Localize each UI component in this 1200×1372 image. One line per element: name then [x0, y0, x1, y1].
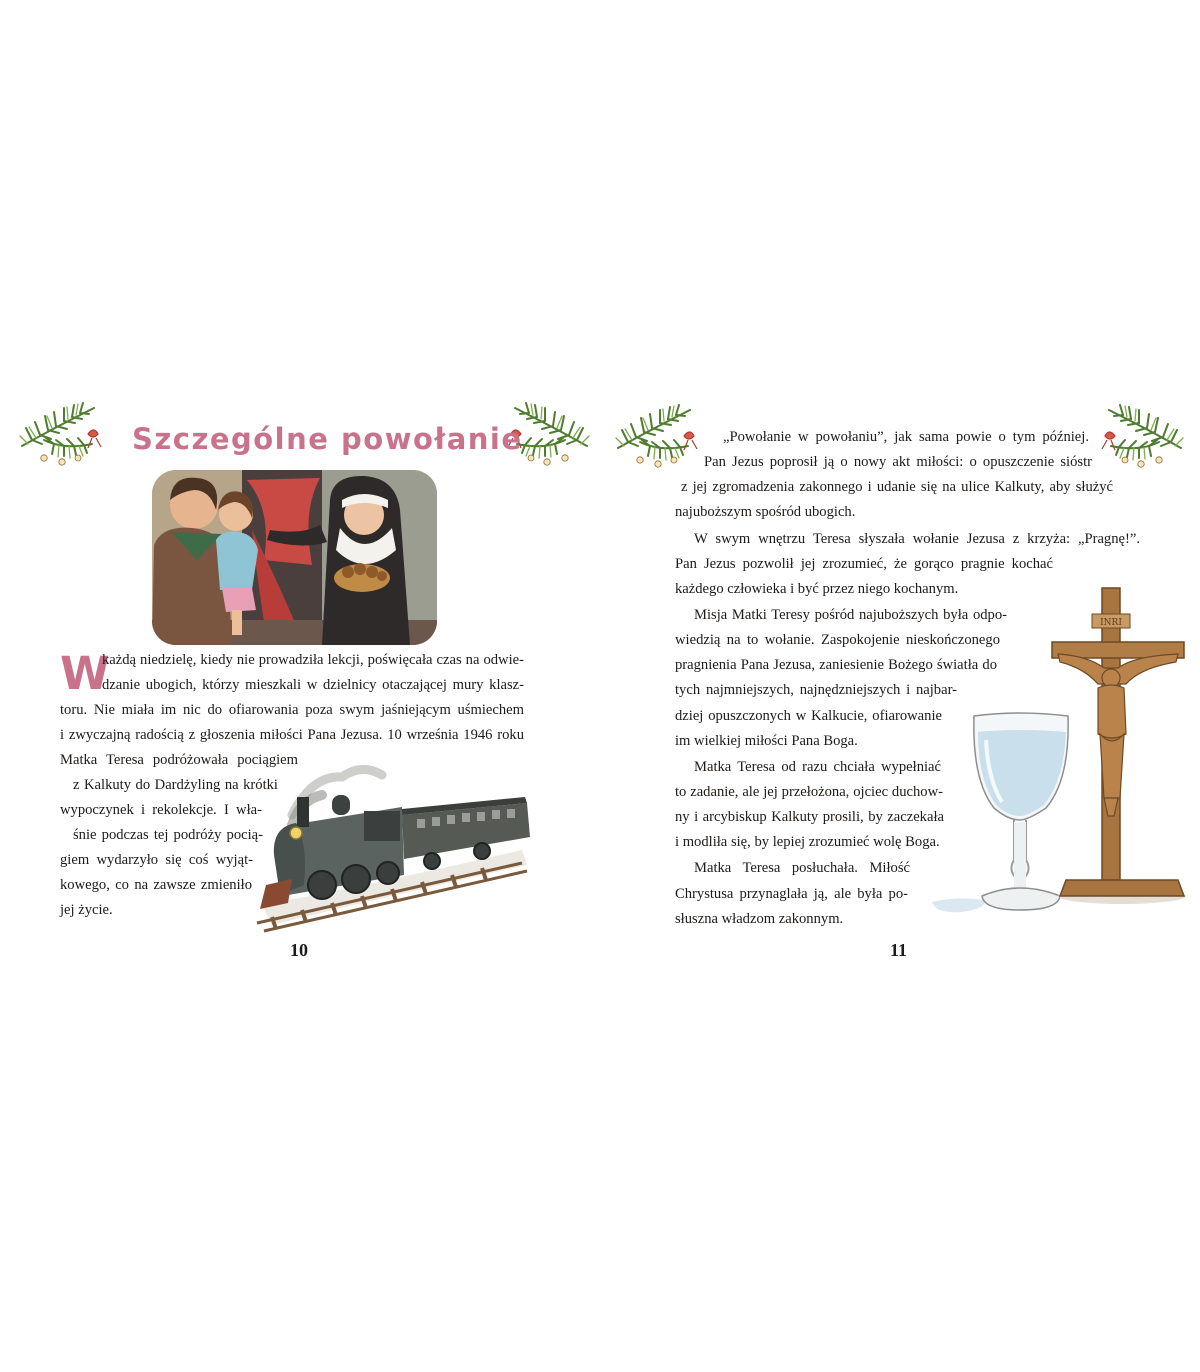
- right-text-line: słuszna władzom zakonnym.: [675, 911, 844, 927]
- pine-ornament-right-2: [1094, 402, 1189, 477]
- steam-train-illustration: [252, 755, 534, 937]
- left-text-line: śnie podczas tej podróży pocią-: [73, 827, 263, 843]
- right-text-line: Misja Matki Teresy pośród najuboższych była odpo-: [694, 607, 1007, 623]
- right-text-line: wiedzią na to wołanie. Zaspokojenie nieskończonego: [675, 632, 1000, 648]
- page-number-left: 10: [290, 940, 308, 960]
- right-text-line: Matka Teresa posłuchała. Miłość: [694, 860, 910, 876]
- page-number-right: 11: [890, 940, 908, 960]
- right-text-line: W swym wnętrzu Teresa słyszała wołanie Jezusa z krzyża: „Pragnę!”.: [694, 531, 1140, 547]
- pine-ornament-left-1: [14, 400, 109, 475]
- chapter-title: Szczególne powołanie: [132, 422, 523, 456]
- right-text-line: i modliła się, by lepiej zrozumieć wolę Boga.: [675, 834, 940, 850]
- left-text-line: z Kalkuty do Dardżyling na krótki: [73, 777, 278, 793]
- left-text-line: wypoczynek i rekolekcje. I wła-: [60, 802, 262, 818]
- left-text-line: jej życie.: [60, 902, 113, 918]
- left-text-line: każdą niedzielę, kiedy nie prowadziła lekcji, poświęcała czas na odwie-: [102, 652, 524, 668]
- right-text-line: tych najmniejszych, najnędzniejszych i najbar-: [675, 682, 957, 698]
- right-text-line: Pan Jezus pozwolił jej zrozumieć, że gorąco pragnie kochać: [675, 556, 1053, 572]
- drop-cap: W: [60, 647, 110, 700]
- crucifix-illustration: [1048, 584, 1188, 910]
- right-text-line: Matka Teresa od razu chciała wypełniać: [694, 759, 941, 775]
- right-text-line: z jej zgromadzenia zakonnego i udanie się na ulice Kalkuty, aby służyć: [681, 479, 1113, 495]
- right-text-line: Pan Jezus poprosił ją o nowy akt miłości: o opuszczenie sióstr: [704, 454, 1092, 470]
- left-text-line: Matka Teresa podróżowała pociągiem: [60, 752, 298, 768]
- right-text-line: Chrystusa przynaglała ją, ale była po-: [675, 886, 908, 902]
- right-text-line: „Powołanie w powołaniu”, jak sama powie o tym później.: [723, 429, 1089, 445]
- pine-ornament-right-1: [610, 402, 705, 477]
- left-text-line: kowego, co na zawsze zmieniło: [60, 877, 252, 893]
- right-text-line: im wielkiej miłości Pana Boga.: [675, 733, 858, 749]
- inri-sign: INRI: [1100, 618, 1122, 628]
- right-text-line: to zadanie, ale jej przełożona, ojciec duchow-: [675, 784, 943, 800]
- right-text-line: dziej opuszczonych w Kalkucie, ofiarowanie: [675, 708, 942, 724]
- left-text-line: dzanie ubogich, którzy mieszkali w dzielnicy otaczającej mury klasz-: [102, 677, 524, 693]
- right-text-line: ny i arcybiskup Kalkuty prosili, by zaczekała: [675, 809, 944, 825]
- right-text-line: najuboższym spośród ubogich.: [675, 504, 856, 520]
- nun-visiting-poor-illustration: [152, 470, 437, 645]
- right-text-line: pragnienia Pana Jezusa, zaniesienie Bożego światła do: [675, 657, 997, 673]
- left-text-line: i zwyczajną radością z głoszenia miłości Pana Jezusa. 10 września 1946 roku: [60, 727, 524, 743]
- left-text-line: giem wydarzyło się coś wyjąt-: [60, 852, 253, 868]
- right-text-line: każdego człowieka i być przez niego kochanym.: [675, 581, 959, 597]
- left-text-line: toru. Nie miała im nic do ofiarowania poza swym jaśniejącym uśmiechem: [60, 702, 524, 718]
